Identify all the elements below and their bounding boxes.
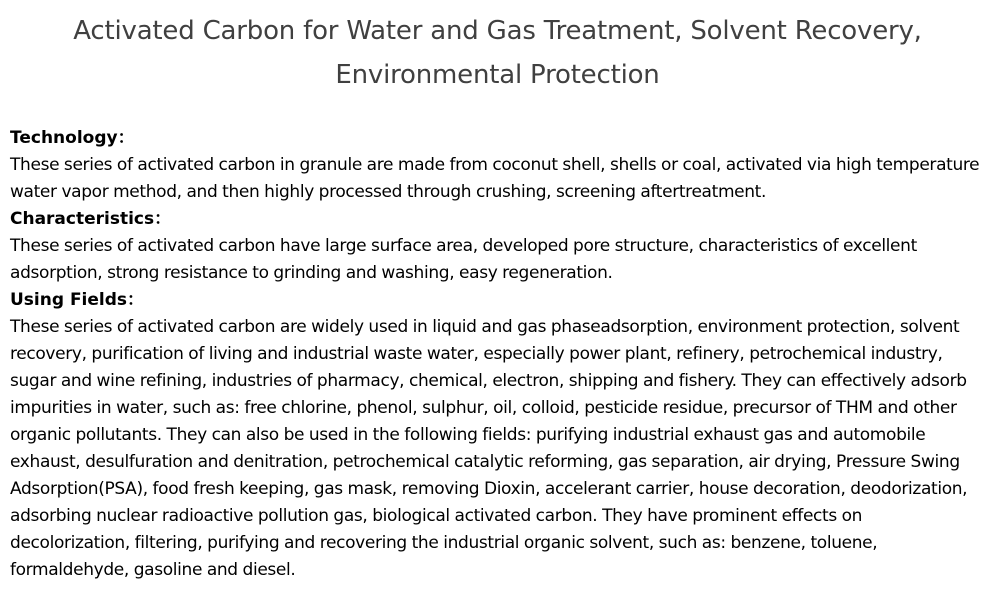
section-text-characteristics: These series of activated carbon have large surface area, developed pore structure, characteristics of excellent adsorption, strong resistance to grinding and washing, easy regeneration. (10, 236, 917, 283)
section-text-using-fields: These series of activated carbon are widely used in liquid and gas phaseadsorption, environment protection, solvent recovery, purification of living and industrial waste water, especially power plant, refinery, petrochemical industry, sugar and wine refining, industries of pharmacy, chemical, electron, shipping and fishery. They can effectively adsorb impurities in water, such as: free chlorine, phenol, sulphur, oil, colloid, pesticide residue, precursor of THM and other organic pollutants. They can also be used in the following fields: purifying industrial exhaust gas and automobile exhaust, desulfuration and denitration, petrochemical catalytic reforming, gas separation, air drying, Pressure Swing Adsorption(PSA), food fresh keeping, gas mask, removing Dioxin, accelerant carrier, house decoration, deodorization, adsorbing nuclear radioactive pollution gas, biological activated carbon. They have prominent effects on decolorization, filtering, purifying and recovering the industrial organic solvent, such as: benzene, toluene, formaldehyde, gasoline and diesel. (10, 317, 968, 580)
page-title: Activated Carbon for Water and Gas Treatment, Solvent Recovery, Environmental Protection (73, 16, 922, 90)
section-using-fields (10, 287, 985, 584)
section-heading-using-fields: Using Fields： (10, 290, 145, 310)
section-characteristics (10, 206, 985, 287)
content-body (10, 125, 985, 584)
section-heading-technology: Technology： (10, 128, 135, 148)
section-text-technology: These series of activated carbon in granule are made from coconut shell, shells or coal, activated via high temperature water vapor method, and then highly processed through crushing, screening aftertreatment. (10, 155, 980, 202)
section-heading-characteristics: Characteristics： (10, 209, 172, 229)
section-technology (10, 125, 985, 206)
